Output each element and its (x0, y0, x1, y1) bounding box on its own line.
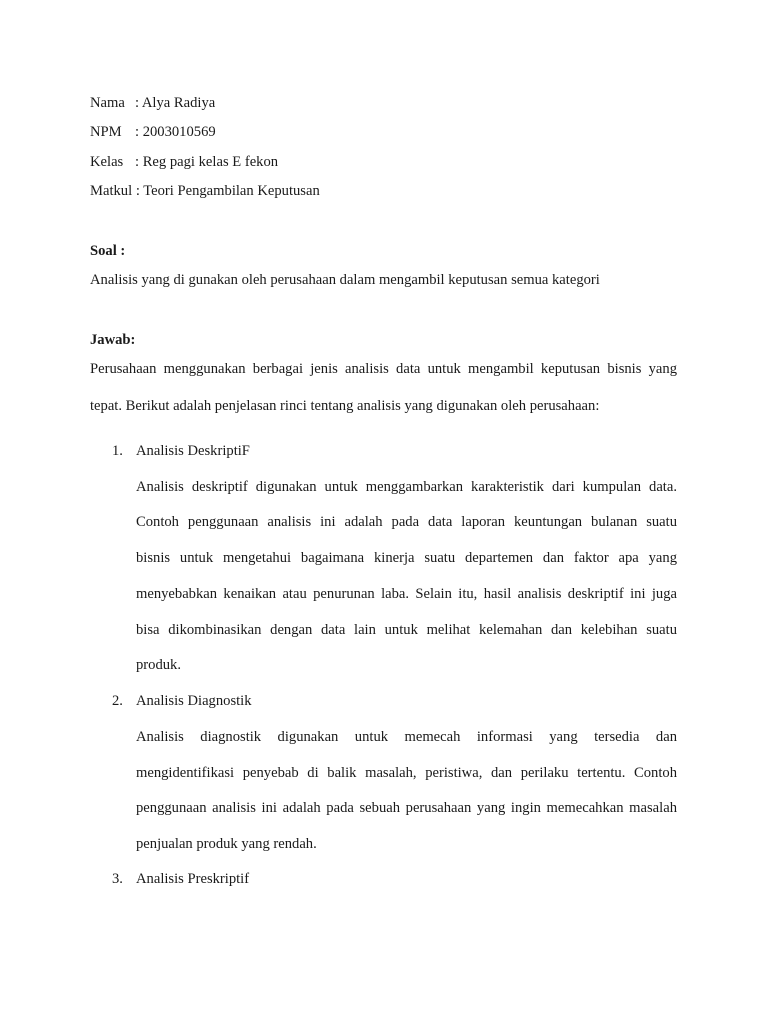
item-1-line-4: menyebabkan kenaikan atau penurunan laba. Selain itu, hasil analisis deskriptif ini juga (136, 586, 677, 602)
list-item-number-3: 3. (112, 871, 123, 887)
matkul-value: : Teori Pengambilan Keputusan (135, 183, 320, 199)
soal-heading: Soal : (90, 243, 126, 259)
list-item-number-1: 1. (112, 443, 123, 459)
list-item-title-2: Analisis Diagnostik (136, 693, 252, 709)
jawab-heading: Jawab: (90, 332, 136, 348)
list-item-title-1: Analisis DeskriptiF (136, 443, 250, 459)
item-1-line-5: bisa dikombinasikan dengan data lain untuk melihat kelemahan dan kelebihan suatu (136, 622, 677, 638)
item-1-line-6: produk. (136, 657, 181, 673)
item-2-line-2: mengidentifikasi penyebab di balik masalah, peristiwa, dan perilaku tertentu. Contoh (136, 765, 677, 781)
item-2-line-1: Analisis diagnostik digunakan untuk memecah informasi yang tersedia dan (136, 729, 677, 745)
matkul-label: Matkul (90, 183, 133, 199)
soal-text: Analisis yang di gunakan oleh perusahaan dalam mengambil keputusan semua kategori (90, 272, 600, 288)
nama-value: : Alya Radiya (135, 95, 216, 111)
nama-line (90, 94, 215, 112)
npm-label: NPM (90, 124, 122, 140)
kelas-value: : Reg pagi kelas E fekon (135, 154, 279, 170)
list-item-number-2: 2. (112, 693, 123, 709)
item-1-line-1: Analisis deskriptif digunakan untuk menggambarkan karakteristik dari kumpulan data. (136, 479, 677, 495)
jawab-intro-line-2: tepat. Berikut adalah penjelasan rinci tentang analisis yang digunakan oleh perusahaan: (90, 398, 600, 414)
list-item-title-3: Analisis Preskriptif (136, 871, 250, 887)
npm-line (90, 123, 216, 141)
nama-label: Nama (90, 95, 125, 111)
item-1-line-2: Contoh penggunaan analisis ini adalah pada data laporan keuntungan bulanan suatu (136, 514, 677, 530)
item-2-line-4: penjualan produk yang rendah. (136, 836, 317, 852)
kelas-label: Kelas (90, 154, 124, 170)
item-1-line-3: bisnis untuk mengetahui bagaimana kinerja suatu departemen dan faktor apa yang (136, 550, 677, 566)
kelas-line (90, 153, 278, 171)
npm-value: : 2003010569 (135, 124, 216, 140)
jawab-intro-line-1: Perusahaan menggunakan berbagai jenis analisis data untuk mengambil keputusan bisnis yang (90, 361, 677, 377)
matkul-line (90, 182, 320, 200)
item-2-line-3: penggunaan analisis ini adalah pada sebuah perusahaan yang ingin memecahkan masalah (136, 800, 677, 816)
